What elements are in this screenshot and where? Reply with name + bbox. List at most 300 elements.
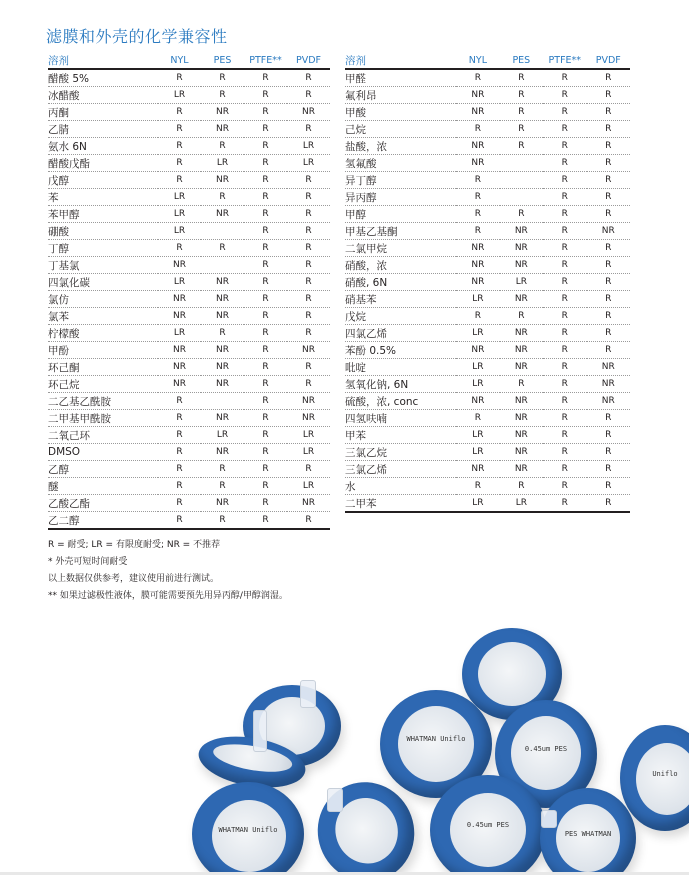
pvdf-rating: R (587, 308, 630, 325)
compatibility-table-left (48, 53, 330, 530)
pes-rating (201, 223, 244, 240)
pes-rating: R (201, 87, 244, 104)
solvent-name: DMSO (48, 444, 158, 461)
table-row (345, 308, 630, 325)
pvdf-rating: R (587, 240, 630, 257)
pes-rating: NR (201, 274, 244, 291)
solvent-name: 醚 (48, 478, 158, 495)
nyl-rating: NR (456, 138, 499, 155)
ptfe-rating: R (244, 342, 287, 359)
table-row (48, 189, 330, 206)
header-ptfe: PTFE** (543, 53, 586, 69)
table-row (48, 325, 330, 342)
table-row (48, 444, 330, 461)
pes-rating: R (500, 69, 543, 87)
table-header-row (345, 53, 630, 69)
pvdf-rating: R (587, 69, 630, 87)
solvent-name: 丙酮 (48, 104, 158, 121)
table-row (48, 291, 330, 308)
pvdf-rating: LR (287, 155, 330, 172)
ptfe-rating: R (244, 461, 287, 478)
solvent-name: 四氯化碳 (48, 274, 158, 291)
pes-rating: R (500, 104, 543, 121)
pes-rating: NR (201, 104, 244, 121)
pvdf-rating: R (287, 189, 330, 206)
pvdf-rating: R (587, 291, 630, 308)
table-row (345, 69, 630, 87)
solvent-name: 乙醇 (48, 461, 158, 478)
nyl-rating: LR (456, 444, 499, 461)
solvent-name: 乙腈 (48, 121, 158, 138)
solvent-name: 苯 (48, 189, 158, 206)
ptfe-rating: R (244, 393, 287, 410)
pvdf-rating: R (587, 495, 630, 513)
pes-rating: R (500, 478, 543, 495)
ptfe-rating: R (244, 240, 287, 257)
ptfe-rating: R (244, 427, 287, 444)
ptfe-rating: R (244, 478, 287, 495)
solvent-name: 盐酸，浓 (345, 138, 456, 155)
pvdf-rating: R (587, 172, 630, 189)
pes-rating: R (201, 512, 244, 530)
ptfe-rating: R (543, 240, 586, 257)
pes-rating: LR (500, 274, 543, 291)
pvdf-rating: R (287, 274, 330, 291)
header-pvdf: PVDF (587, 53, 630, 69)
pvdf-rating: R (287, 121, 330, 138)
pvdf-rating: NR (287, 393, 330, 410)
solvent-name: 环己烷 (48, 376, 158, 393)
nyl-rating: R (456, 478, 499, 495)
filter-disk (540, 788, 636, 875)
ptfe-rating: R (543, 121, 586, 138)
ptfe-rating: R (543, 189, 586, 206)
nyl-rating: LR (456, 376, 499, 393)
nyl-rating: NR (456, 257, 499, 274)
ptfe-rating: R (543, 325, 586, 342)
table-row (345, 478, 630, 495)
table-row (48, 376, 330, 393)
solvent-name: 氨水 6N (48, 138, 158, 155)
header-nyl: NYL (158, 53, 201, 69)
ptfe-rating: R (244, 172, 287, 189)
nyl-rating: R (456, 69, 499, 87)
pvdf-rating: R (287, 512, 330, 530)
ptfe-rating: R (244, 274, 287, 291)
pvdf-rating: NR (287, 342, 330, 359)
pvdf-rating: R (587, 274, 630, 291)
pvdf-rating: R (287, 376, 330, 393)
nyl-rating: R (158, 138, 201, 155)
table-row (48, 478, 330, 495)
solvent-name: 苯甲醇 (48, 206, 158, 223)
pes-rating: NR (201, 308, 244, 325)
ptfe-rating: R (543, 461, 586, 478)
pvdf-rating: R (287, 172, 330, 189)
solvent-name: 硝酸，浓 (345, 257, 456, 274)
nyl-rating: R (158, 410, 201, 427)
ptfe-rating: R (244, 495, 287, 512)
pvdf-rating: R (587, 138, 630, 155)
syringe-filters-photo (0, 610, 689, 875)
solvent-name: 二氧己环 (48, 427, 158, 444)
nyl-rating: R (456, 206, 499, 223)
pes-rating: R (500, 121, 543, 138)
solvent-name: 氯苯 (48, 308, 158, 325)
nyl-rating: LR (158, 87, 201, 104)
pes-rating: R (201, 240, 244, 257)
table-row (345, 376, 630, 393)
solvent-name: 氯仿 (48, 291, 158, 308)
ptfe-rating: R (543, 495, 586, 513)
pes-rating: LR (201, 155, 244, 172)
pvdf-rating: R (287, 308, 330, 325)
pes-rating: NR (201, 444, 244, 461)
note-housing: * 外壳可短时间耐受 (48, 557, 128, 567)
pes-rating: R (201, 69, 244, 87)
pes-rating: R (201, 478, 244, 495)
table-row (48, 308, 330, 325)
table-row (48, 155, 330, 172)
ptfe-rating: R (543, 69, 586, 87)
ptfe-rating: R (244, 69, 287, 87)
ptfe-rating: R (244, 189, 287, 206)
ptfe-rating: R (543, 87, 586, 104)
filter-tip (327, 788, 343, 812)
pvdf-rating: NR (287, 104, 330, 121)
pes-rating: R (500, 308, 543, 325)
pvdf-rating: R (287, 87, 330, 104)
solvent-name: 甲醇 (345, 206, 456, 223)
table-row (345, 461, 630, 478)
table-row (345, 427, 630, 444)
solvent-name: 乙酸乙酯 (48, 495, 158, 512)
page-title: 滤膜和外壳的化学兼容性 (46, 27, 228, 46)
pvdf-rating: R (287, 461, 330, 478)
ptfe-rating: R (543, 257, 586, 274)
pes-rating (500, 155, 543, 172)
ptfe-rating: R (543, 223, 586, 240)
nyl-rating: R (158, 512, 201, 530)
table-row (48, 461, 330, 478)
nyl-rating: NR (456, 274, 499, 291)
table-row (48, 274, 330, 291)
solvent-name: 二氯甲烷 (345, 240, 456, 257)
nyl-rating: R (158, 444, 201, 461)
pvdf-rating: R (587, 427, 630, 444)
pvdf-rating: NR (587, 223, 630, 240)
pes-rating: R (201, 325, 244, 342)
pes-rating: NR (500, 240, 543, 257)
ptfe-rating: R (244, 104, 287, 121)
solvent-name: 硝基苯 (345, 291, 456, 308)
table-row (345, 172, 630, 189)
solvent-name: 甲苯 (345, 427, 456, 444)
pes-rating: NR (201, 172, 244, 189)
nyl-rating: R (456, 121, 499, 138)
pvdf-rating: NR (587, 376, 630, 393)
pes-rating: LR (500, 495, 543, 513)
nyl-rating: R (158, 121, 201, 138)
table-row (345, 121, 630, 138)
pes-rating: R (500, 206, 543, 223)
table-row (48, 342, 330, 359)
solvent-name: 吡啶 (345, 359, 456, 376)
nyl-rating: R (158, 461, 201, 478)
pvdf-rating: R (287, 325, 330, 342)
ptfe-rating: R (543, 104, 586, 121)
nyl-rating: LR (456, 495, 499, 513)
nyl-rating: R (456, 172, 499, 189)
solvent-name: 甲酸 (345, 104, 456, 121)
solvent-name: 甲基乙基酮 (345, 223, 456, 240)
solvent-name: 水 (345, 478, 456, 495)
pes-rating: NR (500, 359, 543, 376)
header-pes: PES (201, 53, 244, 69)
nyl-rating: NR (158, 257, 201, 274)
disk-label: PES WHATMAN (564, 830, 612, 838)
pes-rating: NR (500, 461, 543, 478)
note-legend: R = 耐受; LR = 有限度耐受; NR = 不推荐 (48, 540, 221, 550)
pvdf-rating: R (287, 257, 330, 274)
pes-rating: NR (500, 410, 543, 427)
solvent-name: 四氯乙烯 (345, 325, 456, 342)
disk-label: WHATMAN Uniflo (406, 735, 466, 744)
pvdf-rating: NR (587, 359, 630, 376)
compatibility-table-right (345, 53, 630, 513)
pes-rating: NR (201, 495, 244, 512)
table-row (48, 512, 330, 530)
nyl-rating: LR (158, 206, 201, 223)
solvent-name: 戊醇 (48, 172, 158, 189)
solvent-name: 硫酸，浓, conc (345, 393, 456, 410)
ptfe-rating: R (244, 376, 287, 393)
table-row (48, 427, 330, 444)
header-pvdf: PVDF (287, 53, 330, 69)
table-row (48, 104, 330, 121)
table-row (345, 359, 630, 376)
nyl-rating: NR (456, 87, 499, 104)
note-prewet: ** 如果过滤极性液体，膜可能需要预先用异丙醇/甲醇润湿。 (48, 591, 288, 601)
table-row (48, 121, 330, 138)
nyl-rating: R (158, 393, 201, 410)
disk-label: Uniflo (652, 769, 678, 778)
note-reference: 以上数据仅供参考，建议使用前进行测试。 (48, 574, 220, 584)
ptfe-rating: R (543, 155, 586, 172)
table-row (48, 257, 330, 274)
solvent-name: 氢氧化钠, 6N (345, 376, 456, 393)
ptfe-rating: R (244, 308, 287, 325)
pes-rating (201, 393, 244, 410)
ptfe-rating: R (244, 410, 287, 427)
pes-rating: NR (500, 444, 543, 461)
solvent-name: 戊烷 (345, 308, 456, 325)
nyl-rating: R (456, 189, 499, 206)
pvdf-rating: R (587, 325, 630, 342)
pvdf-rating: R (587, 155, 630, 172)
ptfe-rating: R (244, 444, 287, 461)
solvent-name: 己烷 (345, 121, 456, 138)
solvent-name: 二甲苯 (345, 495, 456, 513)
nyl-rating: R (158, 69, 201, 87)
ptfe-rating: R (543, 342, 586, 359)
table-row (345, 87, 630, 104)
table-row (345, 257, 630, 274)
solvent-name: 二乙基乙酰胺 (48, 393, 158, 410)
pes-rating: R (500, 376, 543, 393)
nyl-rating: R (456, 410, 499, 427)
nyl-rating: LR (456, 325, 499, 342)
pes-rating: NR (500, 325, 543, 342)
table-row (48, 138, 330, 155)
pvdf-rating: R (587, 444, 630, 461)
ptfe-rating: R (244, 257, 287, 274)
solvent-name: 甲酚 (48, 342, 158, 359)
ptfe-rating: R (244, 87, 287, 104)
table-row (48, 410, 330, 427)
header-solvent: 溶剂 (345, 53, 456, 69)
solvent-name: 醋酸 5% (48, 69, 158, 87)
nyl-rating: NR (158, 376, 201, 393)
nyl-rating: R (158, 104, 201, 121)
table-row (48, 359, 330, 376)
pvdf-rating: R (587, 87, 630, 104)
nyl-rating: LR (158, 189, 201, 206)
disk-label: 0.45um PES (524, 745, 568, 754)
table-header-row (48, 53, 330, 69)
solvent-name: 三氯乙烷 (345, 444, 456, 461)
disk-label: 0.45um PES (466, 821, 510, 830)
nyl-rating: NR (456, 155, 499, 172)
ptfe-rating: R (244, 206, 287, 223)
ptfe-rating: R (543, 444, 586, 461)
pes-rating: NR (500, 223, 543, 240)
ptfe-rating: R (543, 376, 586, 393)
solvent-name: 苯酚 0.5% (345, 342, 456, 359)
nyl-rating: LR (456, 427, 499, 444)
nyl-rating: NR (456, 393, 499, 410)
pes-rating (500, 172, 543, 189)
pes-rating: R (500, 87, 543, 104)
table-row (345, 189, 630, 206)
nyl-rating: R (158, 155, 201, 172)
table-row (345, 410, 630, 427)
pes-rating (500, 189, 543, 206)
ptfe-rating: R (543, 172, 586, 189)
ptfe-rating: R (244, 325, 287, 342)
filter-disk (192, 782, 304, 875)
nyl-rating: R (158, 495, 201, 512)
table-row (345, 240, 630, 257)
pes-rating: NR (500, 257, 543, 274)
table-row (48, 240, 330, 257)
nyl-rating: R (158, 427, 201, 444)
ptfe-rating: R (543, 410, 586, 427)
disk-label: WHATMAN Uniflo (218, 825, 278, 834)
header-pes: PES (500, 53, 543, 69)
header-nyl: NYL (456, 53, 499, 69)
ptfe-rating: R (244, 138, 287, 155)
header-ptfe: PTFE** (244, 53, 287, 69)
pvdf-rating: R (287, 291, 330, 308)
nyl-rating: NR (456, 104, 499, 121)
ptfe-rating: R (543, 478, 586, 495)
table-row (345, 495, 630, 513)
nyl-rating: LR (456, 359, 499, 376)
pes-rating: NR (201, 376, 244, 393)
ptfe-rating: R (543, 308, 586, 325)
solvent-name: 柠檬酸 (48, 325, 158, 342)
pvdf-rating: R (587, 121, 630, 138)
pvdf-rating: R (587, 189, 630, 206)
nyl-rating: LR (158, 223, 201, 240)
nyl-rating: NR (158, 291, 201, 308)
table-row (345, 274, 630, 291)
solvent-name: 环己酮 (48, 359, 158, 376)
table-row (345, 444, 630, 461)
pvdf-rating: NR (287, 410, 330, 427)
pes-rating: NR (201, 359, 244, 376)
pvdf-rating: NR (287, 495, 330, 512)
solvent-name: 四氢呋喃 (345, 410, 456, 427)
nyl-rating: LR (456, 291, 499, 308)
nyl-rating: NR (456, 461, 499, 478)
table-row (48, 69, 330, 87)
pes-rating: NR (201, 121, 244, 138)
pvdf-rating: LR (287, 444, 330, 461)
ptfe-rating: R (244, 359, 287, 376)
nyl-rating: R (158, 172, 201, 189)
nyl-rating: NR (158, 342, 201, 359)
table-row (48, 223, 330, 240)
solvent-name: 异丙醇 (345, 189, 456, 206)
pes-rating: NR (201, 342, 244, 359)
pes-rating: NR (201, 291, 244, 308)
solvent-name: 硼酸 (48, 223, 158, 240)
pvdf-rating: R (587, 410, 630, 427)
ptfe-rating: R (244, 223, 287, 240)
table-row (345, 342, 630, 359)
table-row (48, 87, 330, 104)
pes-rating: R (201, 138, 244, 155)
ptfe-rating: R (244, 155, 287, 172)
ptfe-rating: R (543, 427, 586, 444)
pvdf-rating: R (587, 206, 630, 223)
table-row (345, 155, 630, 172)
solvent-name: 冰醋酸 (48, 87, 158, 104)
filter-tip (253, 710, 267, 752)
solvent-name: 醋酸戊酯 (48, 155, 158, 172)
solvent-name: 三氯乙烯 (345, 461, 456, 478)
pvdf-rating: R (587, 342, 630, 359)
pes-rating: NR (500, 291, 543, 308)
pes-rating: R (201, 189, 244, 206)
nyl-rating: NR (456, 240, 499, 257)
pvdf-rating: NR (587, 393, 630, 410)
table-row (48, 495, 330, 512)
nyl-rating: NR (158, 308, 201, 325)
table-row (345, 104, 630, 121)
solvent-name: 乙二醇 (48, 512, 158, 530)
table-row (345, 325, 630, 342)
ptfe-rating: R (244, 512, 287, 530)
pes-rating (201, 257, 244, 274)
pvdf-rating: R (287, 240, 330, 257)
ptfe-rating: R (543, 393, 586, 410)
nyl-rating: R (456, 308, 499, 325)
solvent-name: 氢氟酸 (345, 155, 456, 172)
table-row (345, 138, 630, 155)
